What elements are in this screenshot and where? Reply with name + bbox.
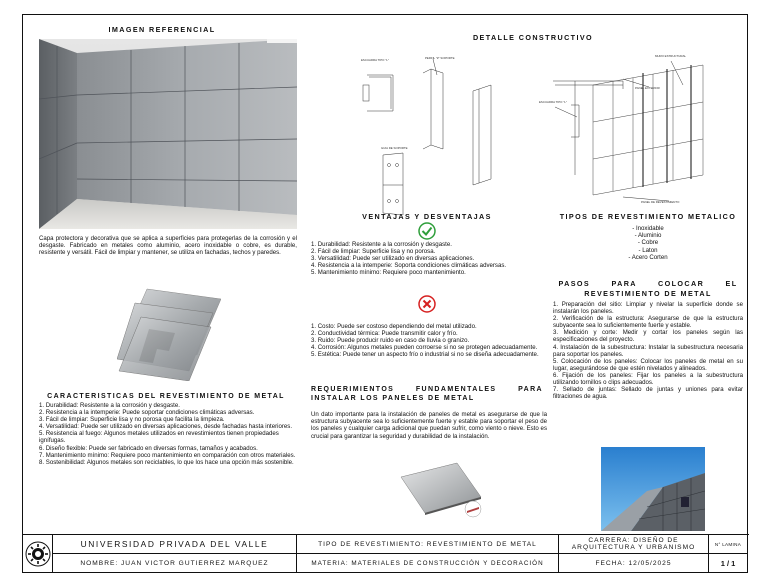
- list-item: 4. Corrosión: Algunos metales pueden corroerse si no se protegen adecuadamente.: [311, 344, 538, 352]
- list-item: 2. Conductividad térmica: Puede transmitir calor y frío.: [311, 330, 458, 338]
- date: FECHA: 12/05/2025: [595, 559, 672, 567]
- cross-icon: [418, 295, 436, 313]
- cons-list: [311, 323, 547, 358]
- facade-photo: [601, 447, 705, 531]
- list-item: - Acero Corten: [628, 253, 668, 261]
- subject-cell: [297, 554, 559, 572]
- type-cell: [297, 535, 559, 554]
- list-item: 4. Resistencia a la intemperie: Soporta condiciones climáticas adversas.: [311, 262, 507, 270]
- pros-cons-title: VENTAJAS Y DESVENTAJAS: [362, 212, 492, 221]
- sheet-label: N° LAMINA: [714, 541, 742, 547]
- list-item: - Aluminio: [634, 232, 662, 240]
- construction-detail-drawing: [323, 45, 743, 215]
- reference-image-title: IMAGEN REFERENCIAL: [108, 25, 216, 34]
- author-name: NOMBRE: JUAN VICTOR GUTIERREZ MARQUEZ: [80, 559, 269, 567]
- list-item: 5. Estética: Puede tener un aspecto frío o industrial si no se diseña adecuadamente.: [311, 351, 539, 359]
- seal-icon: [25, 541, 51, 567]
- list-item: 1. Durabilidad: Resistente a la corrosión y desgaste.: [311, 241, 452, 248]
- subject: MATERIA: MATERIALES DE CONSTRUCCIÓN Y DECORACIÓN: [311, 559, 544, 567]
- name-cell: [53, 554, 297, 572]
- career-line1: CARRERA: DISEÑO DE: [588, 536, 679, 544]
- list-item: 6. Fijación de los paneles: Fijar los paneles a la subestructura utilizando tornillos o clips adecuados.: [553, 371, 743, 387]
- list-item: - Inoxidable: [632, 225, 664, 232]
- list-item: 3. Ruido: Puede producir ruido en caso de lluvia o granizo.: [311, 337, 470, 345]
- university-cell: [53, 535, 297, 554]
- metal-wall-photo: [39, 39, 297, 229]
- sheet-number-cell: [709, 554, 747, 572]
- list-item: 7. Sellado de juntas: Sellado de juntas y uniones para evitar filtraciones de agua.: [553, 386, 743, 401]
- panel-sample-image: [395, 457, 487, 521]
- university-name: UNIVERSIDAD PRIVADA DEL VALLE: [80, 539, 269, 549]
- list-item: 2. Resistencia a la intemperie: Puede soportar condiciones climáticas adversas.: [39, 409, 255, 417]
- steps-list: [553, 301, 743, 400]
- list-item: 2. Verificación de la estructura: Asegurarse de que la estructura subyacente sea lo suficientemente fuerte y estable.: [553, 315, 743, 330]
- sheet-label-cell: [709, 535, 747, 554]
- steps-title-line1: PASOS PARA COLOCAR EL: [558, 279, 738, 288]
- list-item: 7. Mantenimiento mínimo: Requiere poco mantenimiento en comparación con otros materiales.: [39, 451, 296, 459]
- requirements-text: Un dato importante para la instalación de paneles de metal es asegurarse de que la estructura subyacente sea lo suficientemente fuerte y estable para soportar el peso de los paneles y cualquier carga adicional que puedan sufrir, como viento o nieve. Esto es crucial para garantizar la seguridad y durabilidad de la instalación.: [311, 411, 547, 440]
- list-item: 2. Fácil de limpiar: Superficie lisa y no porosa.: [311, 248, 436, 256]
- pros-list: [311, 241, 547, 276]
- list-item: 5. Mantenimiento mínimo: Requiere poco mantenimiento.: [311, 269, 466, 277]
- metal-panels-image: [117, 285, 221, 381]
- detail-label: ESCUADRA TIPO "L": [539, 100, 567, 104]
- sheet-number: 1 / 1: [720, 558, 736, 568]
- list-item: 4. Versatilidad: Puede ser utilizado en diversas aplicaciones, desde fachadas hasta interiores.: [39, 423, 293, 431]
- cladding-type: TIPO DE REVESTIMIENTO: REVESTIMIENTO DE METAL: [318, 540, 537, 548]
- list-item: 5. Colocación de los paneles: Colocar los paneles de metal en su lugar, asegurándose de que estén nivelados y alineados.: [553, 357, 743, 372]
- list-item: 3. Medición y corte: Medir y cortar los paneles según las especificaciones del proyecto.: [553, 329, 743, 344]
- detail-label: ESCUADRA TIPO "L": [361, 58, 389, 62]
- detail-label: PANEL EXTERIOR: [635, 86, 660, 90]
- list-item: 8. Sostenibilidad: Algunos metales son reciclables, lo que los hace una opción más sostenible.: [39, 458, 294, 466]
- requirements-title: REQUERIMIENTOS FUNDAMENTALES PARA INSTALAR LOS PANELES DE METAL: [311, 386, 543, 402]
- list-item: 5. Resistencia al fuego: Algunos metales utilizados en revestimientos tienen propiedades ignífugas.: [39, 430, 279, 445]
- date-cell: [559, 554, 709, 572]
- steps-title-line2: REVESTIMIENTO DE METAL: [584, 289, 712, 298]
- career-cell: [559, 535, 709, 554]
- features-title: CARACTERISTICAS DEL REVESTIMIENTO DE METAL: [47, 393, 285, 400]
- types-list: [553, 225, 743, 261]
- list-item: 1. Durabilidad: Resistente a la corrosión y desgaste.: [39, 402, 180, 409]
- university-seal: [23, 535, 53, 572]
- list-item: - Cobre: [637, 239, 659, 247]
- list-item: 3. Versatilidad: Puede ser utilizado en diversas aplicaciones.: [311, 255, 475, 263]
- intro-text: Capa protectora y decorativa que se aplica a superficies para protegerlas de la corrosión y el desgaste. Fabricado en metales como aluminio, acero inoxidable o cobre, es durable, resistente y versátil. Fácil de limpiar y mantener, se utiliza en fachadas, techos y paredes.: [39, 235, 297, 257]
- list-item: 4. Instalación de la subestructura: Instalar la subestructura necesaria para soportar los paneles.: [553, 343, 743, 358]
- list-item: 3. Fácil de limpiar: Superficie lisa y no porosa que facilita la limpieza.: [39, 416, 225, 424]
- drawing-sheet: [22, 14, 748, 573]
- list-item: 6. Diseño flexible: Puede ser fabricado en diversas formas, tamaños y acabados.: [39, 444, 258, 452]
- features-list: [39, 402, 301, 466]
- list-item: 1. Costo: Puede ser costoso dependiendo del metal utilizado.: [311, 323, 477, 330]
- detail-label: PERFIL "Z" SOPORTE: [425, 56, 455, 60]
- career-line2: ARQUITECTURA Y URBANISMO: [571, 544, 696, 551]
- check-icon: [418, 222, 436, 240]
- list-item: - Laton: [638, 246, 658, 254]
- title-block: [23, 534, 749, 572]
- list-item: 1. Preparación del sitio: Limpiar y nivelar la superficie donde se instalarán los paneles.: [553, 301, 743, 316]
- detail-title: DETALLE CONSTRUCTIVO: [472, 33, 594, 42]
- detail-label: GUIA DE SOPORTE: [381, 146, 408, 150]
- detail-label: MURO ESTRUCTURAL: [655, 54, 686, 58]
- types-title: TIPOS DE REVESTIMIENTO METALICO: [559, 212, 737, 221]
- detail-label: PANEL DE REVESTIMIENTO: [641, 200, 680, 204]
